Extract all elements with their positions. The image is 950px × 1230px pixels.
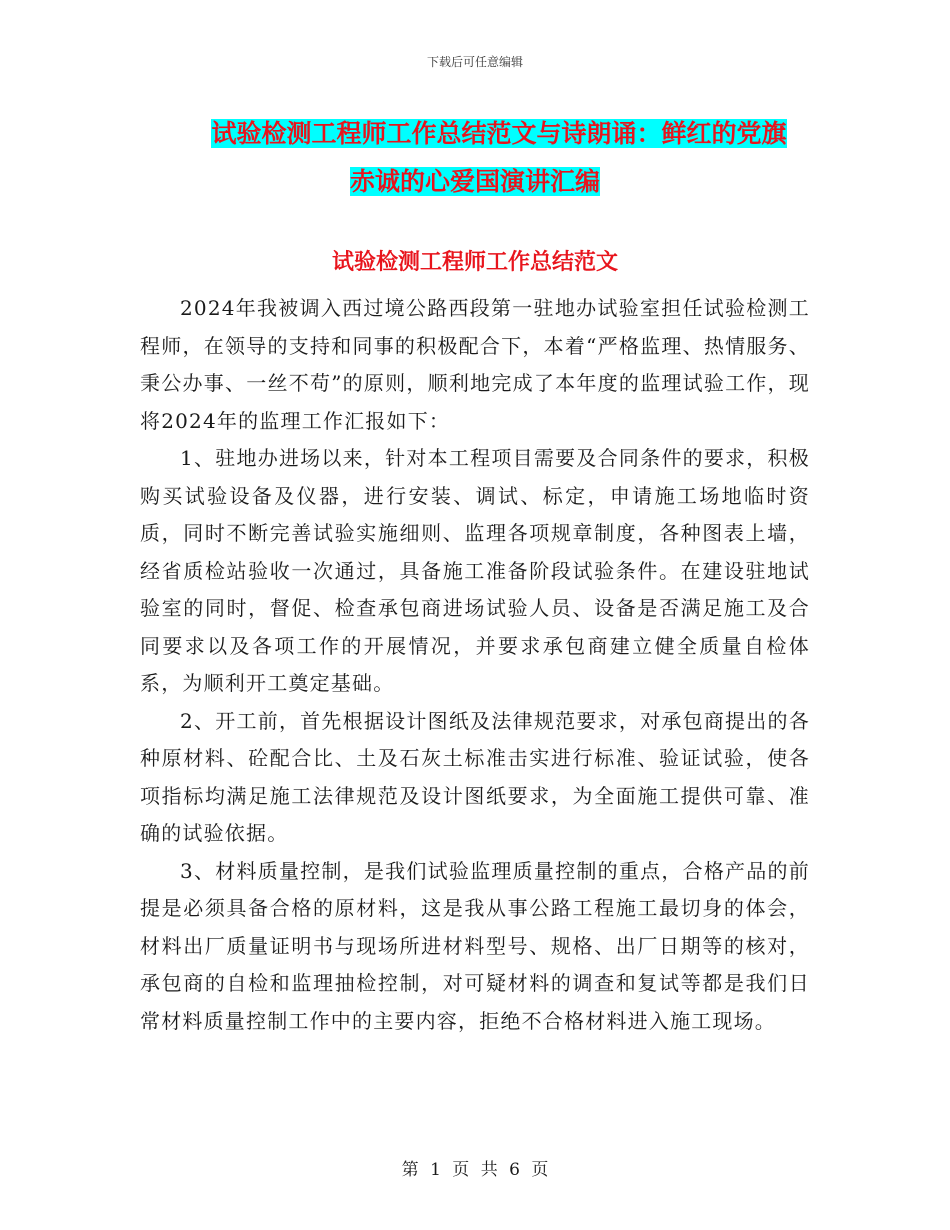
document-title-line-1: 试验检测工程师工作总结范文与诗朗诵：鲜红的党旗 (211, 119, 787, 148)
section-heading: 试验检测工程师工作总结范文 (331, 250, 618, 275)
paragraph-item-3: 3、材料质量控制，是我们试验监理质量控制的重点，合格产品的前提是必须具备合格的原材料，这是我从事公路工程施工最切身的体会，材料出厂质量证明书与现场所进材料型号、规格、出厂日期等的核对，承包商的自检和监理抽检控制，对可疑材料的调查和复试等都是我们日常材料质量控制工作中的主要内容，拒绝不合格材料进入施工现场。 (140, 858, 810, 1033)
document-title-line-2: 赤诚的心爱国演讲汇编 (349, 167, 600, 196)
paragraph-item-1: 1、驻地办进场以来，针对本工程项目需要及合同条件的要求，积极购买试验设备及仪器，进行安装、调试、标定，申请施工场地临时资质，同时不断完善试验实施细则、监理各项规章制度，各种图表上墙，经省质检站验收一次通过，具备施工准备阶段试验条件。在建设驻地试验室的同时，督促、检查承包商进场试验人员、设备是否满足施工及合同要求以及各项工作的开展情况，并要求承包商建立健全质量自检体系，为顺利开工奠定基础。 (140, 446, 810, 695)
page-header-note: 下载后可任意编辑 (426, 55, 523, 69)
paragraph-intro: 2024年我被调入西过境公路西段第一驻地办试验室担任试验检测工程师，在领导的支持和同事的积极配合下，本着“严格监理、热情服务、秉公办事、一丝不苟”的原则，顺利地完成了本年度的监理试验工作，现将2024年的监理工作汇报如下： (140, 296, 810, 433)
paragraph-item-2: 2、开工前，首先根据设计图纸及法律规范要求，对承包商提出的各种原材料、砼配合比、土及石灰土标准击实进行标准、验证试验，使各项指标均满足施工法律规范及设计图纸要求，为全面施工提供可靠、准确的试验依据。 (140, 708, 810, 845)
document-body (140, 290, 810, 1040)
page-number-footer: 第 1 页 共 6 页 (401, 1160, 549, 1180)
document-title (0, 110, 950, 206)
